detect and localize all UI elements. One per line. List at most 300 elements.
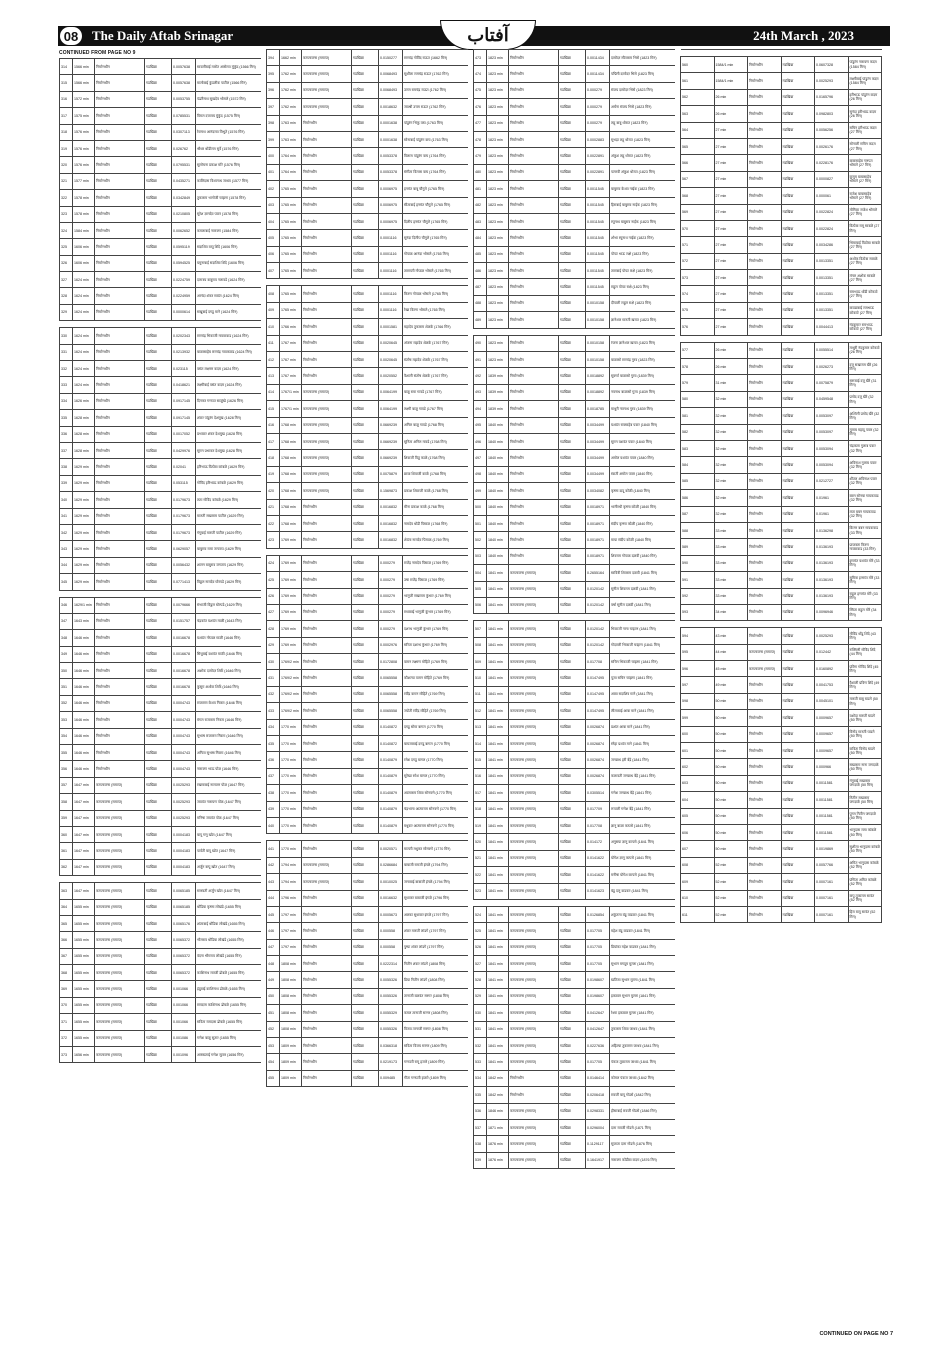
- village-cell: गडखिन्ना: [145, 75, 172, 91]
- village-cell: गडखिन्ना: [352, 352, 379, 368]
- khasra-number-cell: 26 min: [714, 359, 748, 375]
- serial-number-cell: 501: [474, 515, 487, 531]
- area-cell: 0.0016678: [172, 646, 196, 662]
- land-type-cell: कम्प्लायन्स (समाप्त): [509, 597, 559, 613]
- owner-name-cell: सुधाकर बाबाजी इंगळे (1796 मिन): [403, 890, 469, 906]
- khasra-number-cell: 1841 min: [487, 736, 509, 752]
- table-row: [267, 368, 469, 384]
- khasra-number-cell: 1841 min: [487, 1054, 509, 1070]
- land-type-cell: निर्माणधीन: [748, 890, 782, 906]
- village-cell: गडखिन्ना: [145, 810, 172, 826]
- village-cell: गडखिन्ना: [559, 785, 586, 801]
- table-gap: [267, 834, 469, 841]
- land-type-cell: निर्माणधीन: [302, 906, 352, 922]
- serial-number-cell: 569: [681, 204, 715, 220]
- serial-number-cell: 366: [60, 932, 73, 948]
- table-row: [267, 1038, 469, 1054]
- khasra-number-cell: 1629 min: [73, 475, 95, 491]
- khasra-number-cell: 50 min: [714, 775, 748, 791]
- area-cell: 0.0136193: [815, 572, 849, 588]
- table-row: [474, 906, 676, 922]
- owner-name-cell: सुनिता अनिल गावडे (1768 मिन): [403, 433, 469, 449]
- land-type-cell: निर्माणधीन: [748, 726, 782, 742]
- serial-number-cell: 364: [60, 899, 73, 915]
- area-cell: 0.000558: [379, 923, 403, 939]
- area-cell: 0.0147495: [586, 686, 610, 702]
- land-type-cell: कम्प्लायन्स (समाप्त): [509, 637, 559, 653]
- table-row: [474, 1005, 676, 1021]
- land-type-cell: निर्माणधीन: [95, 272, 145, 288]
- serial-number-cell: 518: [474, 801, 487, 817]
- khasra-number-cell: 1823 min: [487, 263, 509, 279]
- area-cell: 0.0224759: [172, 272, 196, 288]
- table-row: [267, 654, 469, 670]
- serial-number-cell: 343: [60, 541, 73, 557]
- owner-name-cell: दत्तात्रय बाबुराव नलावडे (1624 मिन): [196, 272, 262, 288]
- table-row: [60, 91, 262, 107]
- khasra-number-cell: 26 min: [714, 106, 748, 122]
- area-cell: 0.0053097: [815, 424, 849, 440]
- land-type-cell: कम्प्लायन्स (समाप्त): [509, 1120, 559, 1136]
- land-type-cell: निर्माणधीन: [509, 50, 559, 66]
- serial-number-cell: 417: [267, 433, 280, 449]
- land-type-cell: निर्माणधीन: [95, 442, 145, 458]
- land-type-cell: निर्माणधीन: [748, 375, 782, 391]
- khasra-number-cell: 1770 min: [280, 841, 302, 857]
- area-cell: 0.0342849: [172, 190, 196, 206]
- khasra-number-cell: 1628 min: [73, 442, 95, 458]
- village-cell: गडखिन्ना: [559, 417, 586, 433]
- land-type-cell: निर्माणधीन: [302, 164, 352, 180]
- owner-name-cell: शंकर मारुती लांडगे (1797 मिन): [403, 923, 469, 939]
- khasra-number-cell: 1629 min: [73, 508, 95, 524]
- table-row: [60, 393, 262, 409]
- village-cell: गडखिन्ना: [352, 686, 379, 702]
- serial-number-cell: 416: [267, 417, 280, 433]
- area-cell: 0.0001116: [379, 230, 403, 246]
- village-cell: गडखिन्ना: [781, 391, 815, 407]
- khasra-number-cell: 1823 min: [487, 82, 509, 98]
- khasra-number-cell: 1767 min: [280, 335, 302, 351]
- serial-number-cell: 517: [474, 785, 487, 801]
- land-type-cell: कम्प्लायन्स (समाप्त): [302, 483, 352, 499]
- area-cell: 0.0011545: [586, 246, 610, 262]
- serial-number-cell: 341: [60, 508, 73, 524]
- khasra-number-cell: 1769 min: [280, 532, 302, 548]
- table-gap: [474, 328, 676, 335]
- table-row: [267, 384, 469, 400]
- table-row: [267, 785, 469, 801]
- land-type-cell: निर्माणधीन: [95, 344, 145, 360]
- serial-number-cell: 420: [267, 483, 280, 499]
- village-cell: गडखिन्ना: [559, 1005, 586, 1021]
- village-cell: गडखिन्ना: [145, 222, 172, 238]
- village-cell: गडखिन्ना: [781, 424, 815, 440]
- serial-number-cell: 484: [474, 230, 487, 246]
- area-cell: 0.0001116: [379, 286, 403, 302]
- area-cell: 0.0004743: [172, 728, 196, 744]
- village-cell: गडखिन्ना: [781, 253, 815, 269]
- land-type-cell: कम्प्लायन्स (समाप्त): [509, 1038, 559, 1054]
- land-type-cell: निर्माणधीन: [302, 368, 352, 384]
- table-row: [60, 328, 262, 344]
- owner-name-cell: संतोष महादेव शेळके (1767 मिन): [403, 352, 469, 368]
- serial-number-cell: 345: [60, 574, 73, 590]
- area-cell: 0.2655164: [586, 565, 610, 581]
- village-cell: गडखिन्ना: [352, 768, 379, 784]
- owner-name-cell: सुजाता दत्ता गोडसे (1876 मिन): [610, 1136, 676, 1152]
- khasra-number-cell: 1823 min: [487, 197, 509, 213]
- serial-number-cell: 565: [681, 138, 715, 154]
- serial-number-cell: 511: [474, 686, 487, 702]
- serial-number-cell: 349: [60, 646, 73, 662]
- area-cell: 0.0068493: [379, 66, 403, 82]
- village-cell: गडखिन्ना: [352, 66, 379, 82]
- village-cell: गडखिन्ना: [352, 972, 379, 988]
- owner-name-cell: विमल दत्तात्रय मुंकुंद (1575 मिन): [196, 108, 262, 124]
- area-cell: 0.02041: [172, 459, 196, 475]
- owner-name-cell: तारामती गोपाळ भोसले (1765 मिन): [403, 263, 469, 279]
- owner-name-cell: बापू तुकाराम सावंत (52 मिन): [848, 890, 882, 906]
- table-row: [267, 923, 469, 939]
- village-cell: गडखिन्ना: [781, 890, 815, 906]
- owner-name-cell: सखुबाई दगडू माने (1624 मिन): [196, 304, 262, 320]
- owner-name-cell: रामचंद्र गोविंद राऊत (1662 मिन): [403, 50, 469, 66]
- table-row: [60, 541, 262, 557]
- land-type-cell: निर्माणधीन: [302, 817, 352, 833]
- area-cell: 0.0065558: [379, 703, 403, 719]
- khasra-number-cell: 1566 min: [73, 59, 95, 75]
- owner-name-cell: उषा राजेंद्र पिसाळ (1769 मिन): [403, 572, 469, 588]
- village-cell: गडखिन्ना: [559, 654, 586, 670]
- table-row: [267, 703, 469, 719]
- area-cell: 0.017709: [586, 801, 610, 817]
- serial-number-cell: 603: [681, 775, 715, 791]
- land-type-cell: निर्माणधीन: [302, 588, 352, 604]
- table-row: [60, 597, 262, 613]
- village-cell: गडखिन्ना: [781, 270, 815, 286]
- area-cell: 0.0025293: [172, 794, 196, 810]
- village-cell: गडखिन्ना: [145, 557, 172, 573]
- khasra-number-cell: 52 min: [714, 890, 748, 906]
- village-cell: गडखिन्ना: [352, 604, 379, 620]
- khasra-number-cell: 33 min: [714, 588, 748, 604]
- owner-name-cell: सायलीबाई मारोत आसेराव मुंकुंद (1566 मिन): [196, 59, 262, 75]
- table-row: [60, 630, 262, 646]
- table-row: [681, 726, 882, 742]
- village-cell: गडखिन्ना: [781, 775, 815, 791]
- table-row: [474, 548, 676, 564]
- table-row: [474, 230, 676, 246]
- area-cell: 0.0018785: [586, 401, 610, 417]
- village-cell: गडखिन्ना: [781, 155, 815, 171]
- area-cell: 0.0136193: [815, 588, 849, 604]
- table-row: [681, 743, 882, 759]
- area-cell: 0.0020571: [379, 841, 403, 857]
- village-cell: गडखिन्ना: [352, 417, 379, 433]
- serial-number-cell: 576: [681, 319, 715, 335]
- khasra-number-cell: 32 min: [714, 506, 748, 522]
- continued-on-label: CONTINUED ON PAGE NO 7: [819, 1331, 893, 1337]
- khasra-number-cell: 50 min: [714, 824, 748, 840]
- table-row: [681, 204, 882, 220]
- serial-number-cell: 451: [267, 1005, 280, 1021]
- land-type-cell: निर्माणधीन: [748, 220, 782, 236]
- owner-name-cell: मालोबाई कुंडलीक पाटील (1566 मिन): [196, 75, 262, 91]
- land-type-cell: निर्माणधीन: [748, 808, 782, 824]
- area-cell: 0.0179673: [172, 508, 196, 524]
- owner-name-cell: पार्वती बापू खोत (1647 मिन): [196, 843, 262, 859]
- village-cell: गडखिन्ना: [559, 450, 586, 466]
- khasra-number-cell: 1841 min: [487, 867, 509, 883]
- village-cell: गडखिन्ना: [559, 801, 586, 817]
- area-cell: 0.0202343: [172, 328, 196, 344]
- table-row: [681, 874, 882, 890]
- owner-name-cell: नंदकुमार रामभाऊ कोकाटे (27 मिन): [848, 319, 882, 335]
- khasra-number-cell: 27 min: [714, 138, 748, 154]
- khasra-number-cell: 33 min: [714, 522, 748, 538]
- area-cell: 0.0669239: [379, 417, 403, 433]
- land-type-cell: निर्माणधीन: [95, 695, 145, 711]
- village-cell: गडखिन्ना: [559, 515, 586, 531]
- land-type-cell: निर्माणधीन: [748, 775, 782, 791]
- area-cell: 0.0018892: [586, 368, 610, 384]
- village-cell: गडखिन्ना: [352, 164, 379, 180]
- area-cell: 0.0147495: [586, 703, 610, 719]
- owner-name-cell: अविनाश गुलाब पवार (32 मिन): [848, 457, 882, 473]
- owner-name-cell: जनाबाई बाबाजी इंगळे (1794 मिन): [403, 874, 469, 890]
- khasra-number-cell: 1797 min: [280, 906, 302, 922]
- area-cell: 0.0224959: [172, 288, 196, 304]
- land-type-cell: निर्माणधीन: [509, 417, 559, 433]
- table-row: [474, 972, 676, 988]
- owner-name-cell: राहुल हणमंत मोरे (33 मिन): [848, 588, 882, 604]
- land-type-cell: कम्प्लायन्स (समाप्त): [509, 719, 559, 735]
- area-cell: 0.0210805: [172, 206, 196, 222]
- village-cell: गडखिन्ना: [352, 532, 379, 548]
- serial-number-cell: 446: [267, 923, 280, 939]
- land-type-cell: निर्माणधीन: [302, 841, 352, 857]
- table-row: [474, 279, 676, 295]
- owner-name-cell: उत्तम रामचंद्र राऊत (1762 मिन): [403, 82, 469, 98]
- area-cell: 0.0079666: [172, 597, 196, 613]
- khasra-number-cell: 1841 min: [487, 817, 509, 833]
- serial-number-cell: 531: [474, 1021, 487, 1037]
- area-cell: 0.0057638: [172, 75, 196, 91]
- land-type-cell: कम्प्लायन्स (समाप्त): [95, 826, 145, 842]
- table-row: [474, 368, 676, 384]
- owner-name-cell: आनंदा शंकर सावंत (1624 मिन): [196, 288, 262, 304]
- owner-name-cell: कालिदास विश्वनाथ जाधव (1577 मिन): [196, 173, 262, 189]
- owner-name-cell: कलावती जगन्नाथ बेंद्रे (1841 मिन): [610, 768, 676, 784]
- khasra-number-cell: 1823 min: [487, 352, 509, 368]
- khasra-number-cell: 1809 min: [280, 1054, 302, 1070]
- village-cell: गडखिन्ना: [559, 1120, 586, 1136]
- area-cell: 0.0307113: [172, 124, 196, 140]
- owner-name-cell: हौसाबाई रावजी गोडसे (1846 मिन): [610, 1103, 676, 1119]
- area-cell: 0.0065185: [172, 883, 196, 899]
- area-cell: 0.053115: [172, 475, 196, 491]
- table-row: [474, 295, 676, 311]
- khasra-number-cell: 1646 min: [73, 663, 95, 679]
- village-cell: गडखिन्ना: [352, 890, 379, 906]
- village-cell: गडखिन्ना: [352, 319, 379, 335]
- serial-number-cell: 404: [267, 213, 280, 229]
- land-type-cell: निर्माणधीन: [748, 906, 782, 922]
- land-type-cell: कम्प्लायन्स (समाप्त): [302, 401, 352, 417]
- table-row: [474, 719, 676, 735]
- area-cell: 0.0785531: [172, 108, 196, 124]
- khasra-number-cell: 27 min: [714, 270, 748, 286]
- village-cell: गडखिन्ना: [352, 50, 379, 66]
- khasra-number-cell: 1765 min: [280, 230, 302, 246]
- serial-number-cell: 483: [474, 213, 487, 229]
- village-cell: गडखिन्ना: [145, 108, 172, 124]
- owner-name-cell: प्रियांका महेश वाडकर (1841 मिन): [610, 939, 676, 955]
- village-cell: गडखिन्ना: [781, 628, 815, 644]
- land-type-cell: निर्माणधीन: [302, 972, 352, 988]
- table-row: [267, 532, 469, 548]
- village-cell: गडखिन्ना: [352, 1054, 379, 1070]
- khasra-number-cell: 1808 min: [280, 988, 302, 1004]
- area-cell: 0.0018971: [586, 548, 610, 564]
- khasra-number-cell: 27 min: [714, 171, 748, 187]
- area-cell: 0.000279: [379, 604, 403, 620]
- land-type-cell: कम्प्लायन्स (समाप्त): [509, 817, 559, 833]
- owner-name-cell: हिराबाई बाबुराव नाईक (1823 मिन): [610, 197, 676, 213]
- area-cell: 0.0018632: [379, 99, 403, 115]
- khasra-number-cell: 1768 min: [280, 417, 302, 433]
- serial-number-cell: 419: [267, 466, 280, 482]
- khasra-number-cell: 1662 min: [280, 50, 302, 66]
- khasra-number-cell: 1584 min: [73, 222, 95, 238]
- land-type-cell: कम्प्लायन्स (समाप्त): [302, 384, 352, 400]
- serial-number-cell: 509: [474, 654, 487, 670]
- area-cell: 0.01961: [815, 506, 849, 522]
- area-cell: 0.0011434: [586, 66, 610, 82]
- owner-name-cell: लक्ष्मी बाळू गावडे (1767 मिन): [403, 401, 469, 417]
- owner-name-cell: दिनकर गणपत साळुंखे (1626 मिन): [196, 393, 262, 409]
- table-row: [267, 972, 469, 988]
- owner-name-cell: दगडू सोमा बागल (1770 मिन): [403, 719, 469, 735]
- owner-name-cell: रेश्मा इकबाल मुल्ला (1841 मिन): [610, 1005, 676, 1021]
- village-cell: गडखिन्ना: [145, 843, 172, 859]
- khasra-number-cell: 1643 min: [73, 613, 95, 629]
- area-cell: 0.0034499: [586, 417, 610, 433]
- table-row: [474, 850, 676, 866]
- area-cell: 0.0013351: [815, 253, 849, 269]
- village-cell: गडखिन्ना: [145, 712, 172, 728]
- village-cell: गडखिन्ना: [781, 743, 815, 759]
- serial-number-cell: 337: [60, 442, 73, 458]
- serial-number-cell: 362: [60, 859, 73, 875]
- khasra-number-cell: 1841 min: [487, 801, 509, 817]
- table-row: [60, 761, 262, 777]
- area-cell: 0.1569873: [379, 483, 403, 499]
- khasra-number-cell: 1646 min: [73, 712, 95, 728]
- owner-name-cell: काशिनाथ रावजी ढोबळे (1655 मिन): [196, 965, 262, 981]
- serial-number-cell: 480: [474, 164, 487, 180]
- owner-name-cell: शालन बाबुराव जगताप (1629 मिन): [196, 557, 262, 573]
- khasra-number-cell: 1768 min: [280, 483, 302, 499]
- khasra-number-cell: 1841 min: [487, 1005, 509, 1021]
- serial-number-cell: 528: [474, 972, 487, 988]
- serial-number-cell: 340: [60, 492, 73, 508]
- village-cell: गडखिन्ना: [352, 181, 379, 197]
- land-type-cell: निर्माणधीन: [302, 1054, 352, 1070]
- table-row: [267, 801, 469, 817]
- village-cell: गडखिन्ना: [781, 342, 815, 358]
- table-row: [474, 817, 676, 833]
- khasra-number-cell: 1769/2 min: [280, 654, 302, 670]
- area-cell: 0.0198607: [586, 972, 610, 988]
- serial-number-cell: 413: [267, 368, 280, 384]
- area-cell: 0.0120142: [586, 621, 610, 637]
- owner-name-cell: सुमन प्रभाकर देशमुख (1628 मिन): [196, 442, 262, 458]
- land-type-cell: निर्माणधीन: [302, 263, 352, 279]
- table-gap-cell: [681, 50, 882, 57]
- area-cell: 0.017705: [586, 939, 610, 955]
- table-row: [267, 1021, 469, 1037]
- area-cell: 0.0018971: [586, 499, 610, 515]
- area-cell: 0.0120142: [586, 597, 610, 613]
- owner-name-cell: अमित भानुदास कांबळे (52 मिन): [848, 857, 882, 873]
- khasra-number-cell: 1769/2 min: [280, 686, 302, 702]
- serial-number-cell: 396: [267, 82, 280, 98]
- khasra-number-cell: 1839 min: [487, 368, 509, 384]
- land-type-cell: निर्माणधीन: [302, 302, 352, 318]
- land-type-cell: कम्प्लायन्स (समाप्त): [509, 565, 559, 581]
- village-cell: गडखिन्ना: [781, 759, 815, 775]
- village-cell: गडखिन्ना: [352, 841, 379, 857]
- land-type-cell: निर्माणधीन: [302, 515, 352, 531]
- village-cell: गडखिन्ना: [352, 703, 379, 719]
- village-cell: गडखिन्ना: [145, 826, 172, 842]
- owner-name-cell: अर्चना संजय भिसे (1823 मिन): [610, 99, 676, 115]
- column-4: [680, 49, 882, 1331]
- khasra-number-cell: 1808 min: [280, 956, 302, 972]
- village-cell: गडखिन्ना: [781, 572, 815, 588]
- land-type-cell: निर्माणधीन: [748, 743, 782, 759]
- land-type-cell: निर्माणधीन: [748, 693, 782, 709]
- land-type-cell: निर्माणधीन: [748, 473, 782, 489]
- table-row: [681, 490, 882, 506]
- land-type-cell: निर्माणधीन: [509, 1087, 559, 1103]
- village-cell: गडखिन्ना: [559, 499, 586, 515]
- owner-name-cell: बाबुराव रामा जगताप (1629 मिन): [196, 541, 262, 557]
- owner-name-cell: महादेव तुकाराम शेळके (1766 मिन): [403, 319, 469, 335]
- land-type-cell: निर्माणधीन: [302, 637, 352, 653]
- area-cell: 0.0607328: [815, 57, 849, 73]
- area-cell: 0.0026874: [586, 736, 610, 752]
- serial-number-cell: 320: [60, 157, 73, 173]
- land-type-cell: कम्प्लायन्स (समाप्त): [302, 874, 352, 890]
- khasra-number-cell: 26 min: [714, 89, 748, 105]
- area-cell: 0.0418621: [172, 377, 196, 393]
- serial-number-cell: 537: [474, 1120, 487, 1136]
- village-cell: गडखिन्ना: [781, 188, 815, 204]
- table-row: [474, 923, 676, 939]
- owner-name-cell: लहू बाबू थोरात (1823 मिन): [610, 115, 676, 131]
- owner-name-cell: सुरेश ज्ञानदेव पवार (1578 मिन): [196, 206, 262, 222]
- area-cell: 0.0045101: [815, 693, 849, 709]
- khasra-number-cell: 32 min: [714, 457, 748, 473]
- village-cell: गडखिन्ना: [559, 834, 586, 850]
- village-cell: गडखिन्ना: [352, 637, 379, 653]
- owner-name-cell: दशरथ भागूजी कुंभार (1769 मिन): [403, 621, 469, 637]
- area-cell: 0.0146414: [586, 1070, 610, 1086]
- area-cell: 0.0004743: [172, 695, 196, 711]
